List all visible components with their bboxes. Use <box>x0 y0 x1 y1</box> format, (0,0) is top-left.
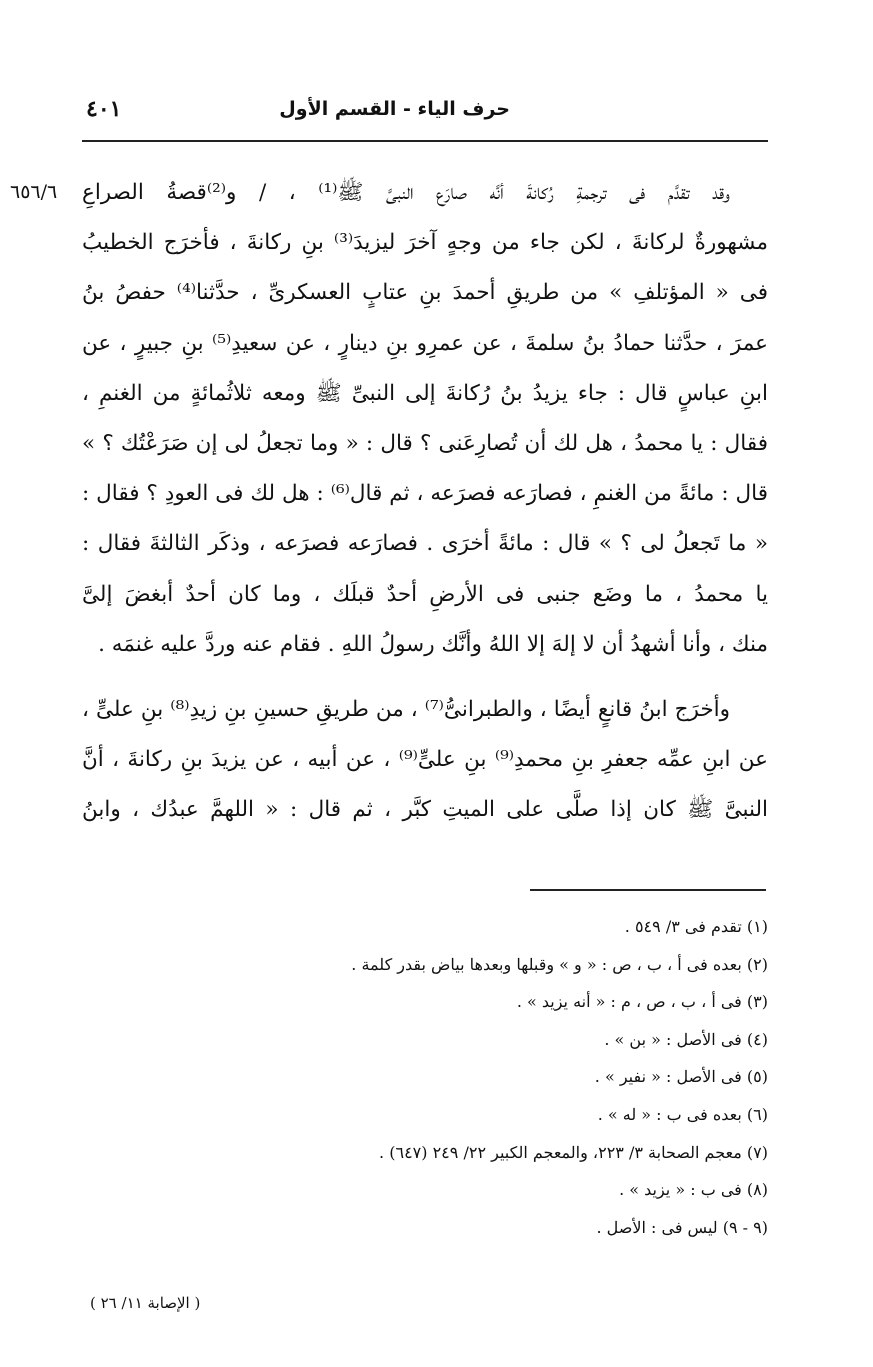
footnote: (٣) فى أ ، ب ، ص ، م : « أنه يزيد » . <box>516 992 768 1012</box>
footnote: (٩ - ٩) ليس فى : الأصل . <box>596 1217 768 1237</box>
text-line: قال : مائةً من الغنمِ ، فصارَعه فصرَعه ، ثم قال⁽⁶⁾ : هل لك فى العودِ ؟ فقال : <box>82 481 768 507</box>
text-line: عن ابنِ عمِّه جعفرِ بنِ محمدِ⁽⁹⁾ بنِ علىٍّ⁽⁹⁾ ، عن أبيه ، عن يزيدَ بنِ ركانةَ ، أنَّ <box>82 747 768 773</box>
footnotes <box>150 908 768 1246</box>
footnote: (٧) معجم الصحابة ٣/ ٢٢٣، والمعجم الكبير ٢٢/ ٢٤٩ (٦٤٧) . <box>379 1142 768 1162</box>
margin-reference: ٦٥٦/٦ <box>10 181 58 203</box>
footnote-rule <box>530 889 766 891</box>
text-line: ابنِ عباسٍ قال : جاء يزيدُ بنُ رُكانةَ إلى النبىِّ ﷺ ومعه ثلاثُمائةٍ من الغنمِ ، <box>82 380 768 406</box>
footnote: (٨) فى ب : « يزيد » . <box>619 1180 768 1200</box>
text-line: « ما تَجعلُ لى ؟ » قال : مائةً أخرَى . فصارَعه فصرَعه ، وذكَر الثالثةَ فقال : <box>82 531 768 557</box>
running-header <box>82 98 768 138</box>
main-text <box>82 168 768 835</box>
footnote: (١) تقدم فى ٣/ ٥٤٩ . <box>624 917 768 936</box>
footnote: (٢) بعده فى أ ، ب ، ص : « و » وقبلها وبعدها بياض بقدر كلمة . <box>351 954 768 974</box>
paragraph-gap <box>82 670 768 685</box>
page-number: ٤٠١ <box>86 96 122 122</box>
text-line: منك ، وأنا أشهدُ أن لا إلهَ إلا اللهُ وأنَّك رسولُ اللهِ . فقام عنه وردَّ عليه غنمَه . <box>98 631 768 657</box>
header-rule <box>82 140 768 142</box>
text-line: يا محمدُ ، ما وضَع جنبى فى الأرضِ أحدٌ قبلَك ، وما كان أحدٌ أبغضَ إلىَّ <box>82 581 768 607</box>
footnote: (٦) بعده فى ب : « له » . <box>597 1104 768 1124</box>
signature-mark: ( الإصابة ١١/ ٢٦ ) <box>90 1294 201 1312</box>
text-line: عمرَ ، حدَّثنا حمادُ بنُ سلمةَ ، عن عمرِو بنِ دينارٍ ، عن سعيدِ⁽⁵⁾ بنِ جبيرٍ ، عن <box>82 330 768 356</box>
text-line: فقال : يا محمدُ ، هل لك أن تُصارِعَنى ؟ قال : « وما تجعلُ لى إن صَرَعْتُك ؟ » <box>82 430 768 456</box>
text-line: فى « المؤتلفِ » من طريقِ أحمدَ بنِ عتابٍ العسكرىِّ ، حدَّثنا⁽⁴⁾ حفصُ بنُ <box>82 280 768 306</box>
footnote: (٥) فى الأصل : « نفير » . <box>594 1067 768 1087</box>
text-line: النبىَّ ﷺ كان إذا صلَّى على الميتِ كبَّر ، ثم قال : « اللهمَّ عبدُك ، وابنُ <box>82 797 768 823</box>
footnote: (٤) فى الأصل : « بن » . <box>604 1029 768 1049</box>
running-title: حرف الياء - القسم الأول <box>279 98 510 120</box>
text-line: مشهورةٌ لركانةَ ، لكن جاء من وجهٍ آخرَ ليزيدَ⁽³⁾ بنِ ركانةَ ، فأخرَج الخطيبُ <box>82 230 768 256</box>
text-line: وأخرَج ابنُ قانعٍ أيضًا ، والطبرانىُّ⁽⁷⁾ ، من طريقِ حسينِ بنِ زيدِ⁽⁸⁾ بنِ علىٍّ ، <box>82 696 730 722</box>
text-line: وقد تقدَّم فى ترجمةِ رُكانةَ أنَّه صارَع النبىَّ ﷺ⁽¹⁾ ، / و⁽²⁾قصةُ الصراعِ <box>82 180 730 205</box>
